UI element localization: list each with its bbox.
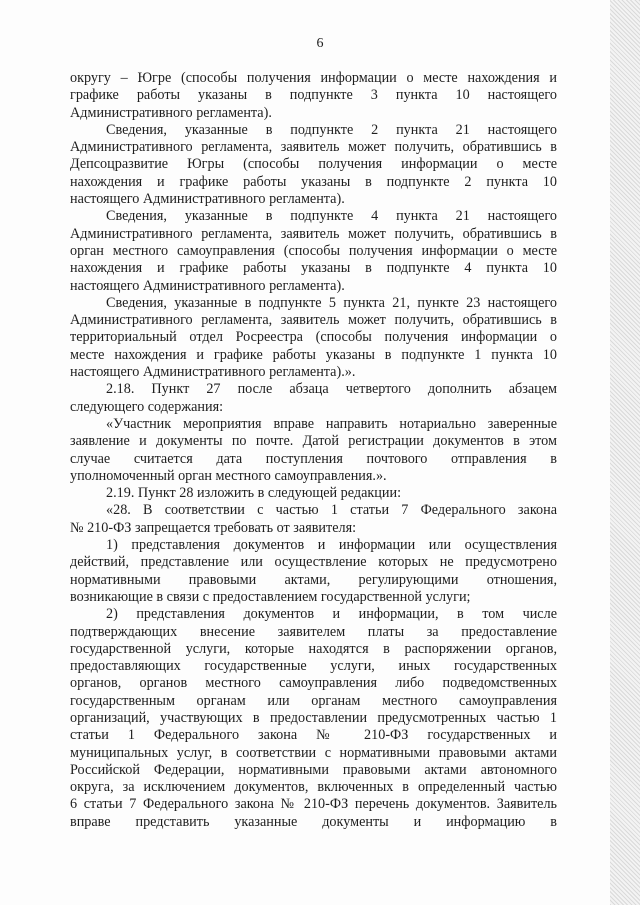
text-line: органов, органов местного самоуправления либо подведомственных <box>70 675 557 692</box>
text-line: Депсоцразвитие Югры (способы получения информации о месте <box>70 156 557 173</box>
text-line: Административного регламента, заявитель может получить, обратившись в <box>70 312 557 329</box>
text-line: вправе представить указанные документы и информацию в <box>70 813 557 830</box>
text-line: Административного регламента). <box>70 104 272 121</box>
text-line: предоставляющих государственные услуги, иных государственных <box>70 658 557 675</box>
text-line: орган местного самоуправления (способы получения информации о месте <box>70 242 557 259</box>
text-line: нахождения и графике работы указаны в подпункте 4 пункта 10 <box>70 260 557 277</box>
text-line: Сведения, указанные в подпункте 5 пункта 21, пункте 23 настоящего <box>106 294 557 311</box>
text-line: государственной услуги, которые находятся в распоряжении органов, <box>70 640 557 657</box>
text-line: округу – Югре (способы получения информации о месте нахождения и <box>70 70 557 86</box>
text-line: графике работы указаны в подпункте 3 пункта 10 настоящего <box>70 87 557 104</box>
text-line: уполномоченный орган местного самоуправления.». <box>70 467 387 484</box>
text-line: государственным органам или органам местного самоуправления <box>70 692 557 709</box>
text-line: заявление и документы по почте. Датой регистрации документов в этом <box>70 433 557 450</box>
text-line: муниципальных услуг, в соответствии с нормативными правовыми актами <box>70 744 557 761</box>
text-line: статьи 1 Федерального закона № 210-ФЗ государственных и <box>70 727 557 744</box>
text-line: «Участник мероприятия вправе направить нотариально заверенные <box>106 415 557 432</box>
document-body <box>70 70 557 831</box>
text-line: настоящего Административного регламента). <box>70 277 345 294</box>
text-line: подтверждающих внесение заявителем платы за предоставление <box>70 623 557 640</box>
text-line: 2.19. Пункт 28 изложить в следующей редакции: <box>106 485 402 502</box>
text-line: следующего содержания: <box>70 398 224 415</box>
text-line: месте нахождения и графике работы указаны в подпункте 1 пункта 10 <box>70 346 557 363</box>
text-line: нахождения и графике работы указаны в подпункте 2 пункта 10 <box>70 173 557 190</box>
text-line: Сведения, указанные в подпункте 4 пункта 21 настоящего <box>106 208 557 225</box>
text-line: настоящего Административного регламента). <box>70 191 345 208</box>
text-line: возникающие в связи с предоставлением государственной услуги; <box>70 588 471 605</box>
text-line: «28. В соответствии с частью 1 статьи 7 Федерального закона <box>106 502 557 519</box>
text-line: Административного регламента, заявитель может получить, обратившись в <box>70 225 557 242</box>
text-line: Административного регламента, заявитель может получить, обратившись в <box>70 139 557 156</box>
text-line: нормативными правовыми актами, регулирующими отношения, <box>70 571 557 588</box>
text-line: Российской Федерации, нормативными правовыми актами автономного <box>70 761 557 778</box>
text-line: 1) представления документов и информации или осуществления <box>106 537 557 554</box>
text-line: 2) представления документов и информации, в том числе <box>106 606 557 623</box>
scan-edge-shading <box>610 0 640 905</box>
text-line: 6 статьи 7 Федерального закона № 210-ФЗ перечень документов. Заявитель <box>70 796 557 813</box>
text-line: 2.18. Пункт 27 после абзаца четвертого дополнить абзацем <box>106 381 557 398</box>
text-line: действий, представление или осуществление которых не предусмотрено <box>70 554 557 571</box>
text-line: организаций, участвующих в предоставлении предусмотренных частью 1 <box>70 709 557 726</box>
text-line: случае считается дата поступления почтового отправления в <box>70 450 557 467</box>
text-line: настоящего Административного регламента).». <box>70 364 356 381</box>
page-number: 6 <box>316 36 324 51</box>
text-line: округа, за исключением документов, включенных в определенный частью <box>70 779 557 796</box>
text-line: № 210-ФЗ запрещается требовать от заявителя: <box>70 519 357 536</box>
text-line: Сведения, указанные в подпункте 2 пункта 21 настоящего <box>106 121 557 138</box>
text-line: территориальный отдел Росреестра (способы получения информации о <box>70 329 557 346</box>
